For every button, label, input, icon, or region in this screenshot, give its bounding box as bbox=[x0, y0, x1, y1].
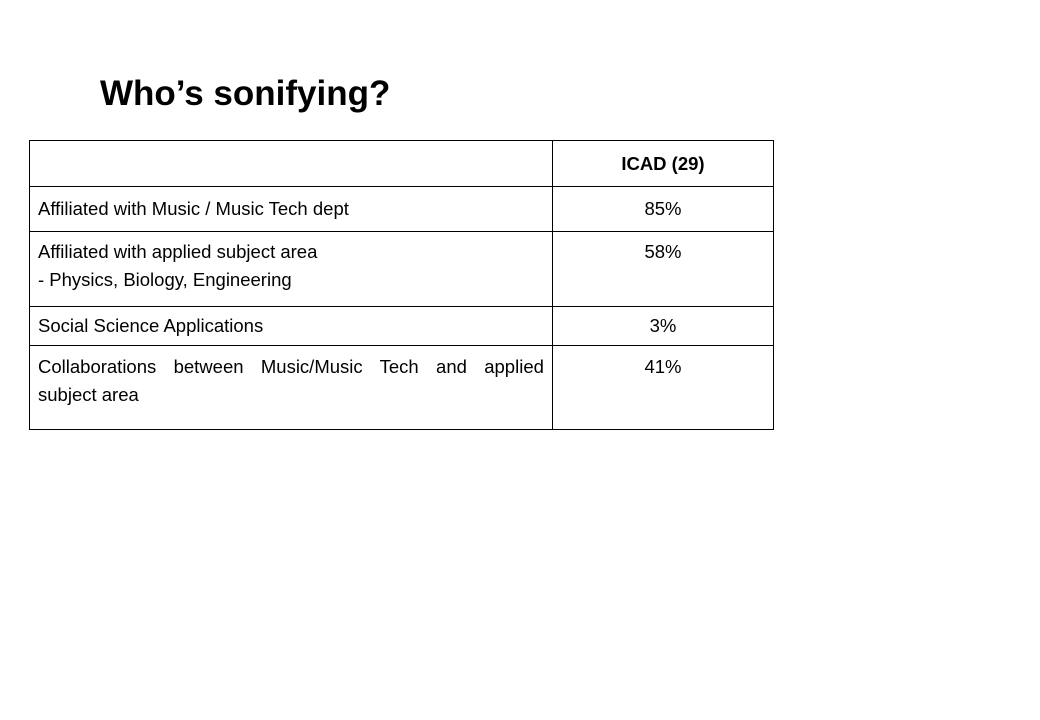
row-value-cell: 41% bbox=[552, 346, 773, 430]
row-label: Affiliated with applied subject area - Physics, Biology, Engineering bbox=[38, 241, 318, 290]
header-label-cell bbox=[30, 141, 553, 187]
table-header-row bbox=[30, 141, 774, 187]
row-label-cell bbox=[30, 187, 553, 232]
data-table bbox=[29, 140, 774, 430]
row-value-cell: 3% bbox=[552, 307, 773, 346]
table-row bbox=[30, 232, 774, 307]
row-value-cell: 85% bbox=[552, 187, 773, 232]
row-label: Collaborations between Music/Music Tech and applied subject area bbox=[38, 356, 544, 405]
header-value-cell: ICAD (29) bbox=[552, 141, 773, 187]
slide-title: Who’s sonifying? bbox=[100, 74, 391, 113]
table-row bbox=[30, 346, 774, 430]
row-label: Affiliated with Music / Music Tech dept bbox=[38, 198, 349, 219]
row-value-cell: 58% bbox=[552, 232, 773, 307]
row-label-cell bbox=[30, 346, 553, 430]
row-label-cell bbox=[30, 232, 553, 307]
row-label: Social Science Applications bbox=[38, 315, 264, 336]
table-row bbox=[30, 307, 774, 346]
row-label-cell bbox=[30, 307, 553, 346]
table-row bbox=[30, 187, 774, 232]
